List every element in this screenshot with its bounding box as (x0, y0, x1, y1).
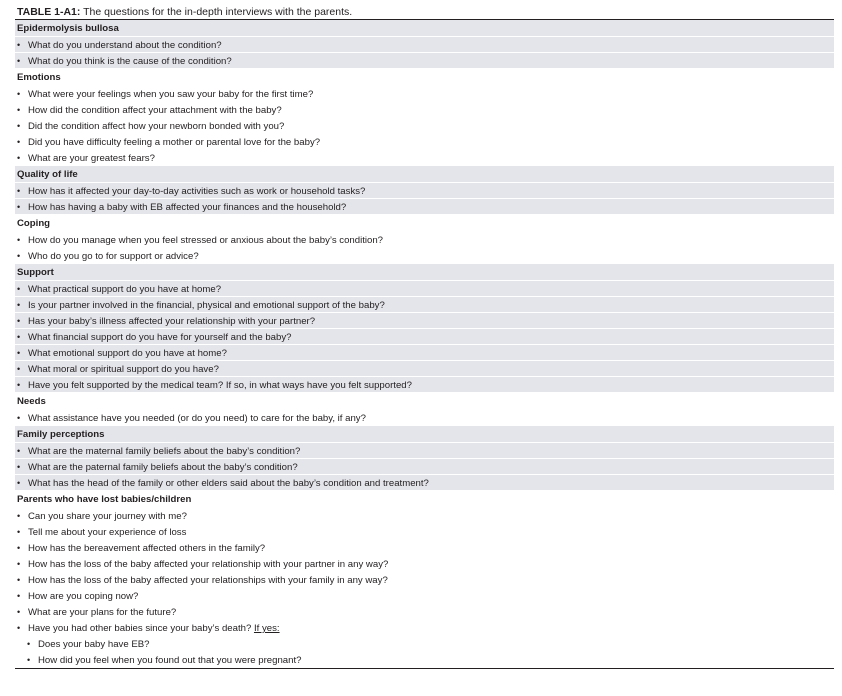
question-text: How did you feel when you found out that you were pregnant? (38, 655, 302, 666)
bullet-icon: • (17, 607, 21, 617)
question-text: What financial support do you have for yourself and the baby? (28, 332, 292, 343)
question-text: What assistance have you needed (or do you need) to care for the baby, if any? (28, 413, 366, 424)
question-text: What were your feelings when you saw your baby for the first time? (28, 89, 314, 100)
question-text: What practical support do you have at home? (28, 284, 222, 295)
question-text: Has your baby’s illness affected your relationship with your partner? (28, 316, 316, 327)
section-heading: Epidermolysis bullosa (15, 20, 834, 37)
question-item (15, 508, 834, 524)
question-item (15, 345, 834, 361)
bullet-icon: • (17, 202, 21, 212)
interview-questions-table (15, 5, 834, 669)
question-item (15, 232, 834, 248)
bullet-icon: • (17, 591, 21, 601)
question-text: Have you had other babies since your baby’s death? (28, 623, 254, 634)
question-text: Have you felt supported by the medical team? If so, in what ways have you felt supported? (28, 380, 412, 391)
table-section (15, 491, 834, 668)
table-section (15, 69, 834, 166)
question-subitem (15, 652, 834, 668)
table-caption-text: The questions for the in-depth interviews with the parents. (80, 6, 353, 18)
question-text: How has the bereavement affected others in the family? (28, 543, 266, 554)
question-text: How are you coping now? (28, 591, 139, 602)
question-item (15, 556, 834, 572)
question-text: What do you think is the cause of the condition? (28, 56, 232, 67)
bullet-icon: • (17, 559, 21, 569)
bullet-icon: • (17, 300, 21, 310)
question-item (15, 183, 834, 199)
question-text: How has having a baby with EB affected your finances and the household? (28, 202, 347, 213)
bullet-icon: • (17, 186, 21, 196)
question-item (15, 199, 834, 215)
table-bottom-rule (15, 668, 834, 669)
table-body (15, 20, 834, 668)
bullet-icon: • (17, 364, 21, 374)
question-item (15, 361, 834, 377)
bullet-icon: • (17, 40, 21, 50)
question-item (15, 410, 834, 426)
question-text: How has it affected your day-to-day activities such as work or household tasks? (28, 186, 366, 197)
bullet-icon: • (17, 380, 21, 390)
question-item (15, 134, 834, 150)
question-item (15, 313, 834, 329)
question-text: Did you have difficulty feeling a mother or parental love for the baby? (28, 137, 321, 148)
bullet-icon: • (17, 623, 21, 633)
table-section (15, 20, 834, 69)
question-text: How has the loss of the baby affected your relationships with your family in any way? (28, 575, 388, 586)
section-heading: Coping (15, 215, 834, 232)
question-text: What are your plans for the future? (28, 607, 177, 618)
question-text: How do you manage when you feel stressed or anxious about the baby’s condition? (28, 235, 384, 246)
table-caption (15, 5, 834, 19)
question-text: Did the condition affect how your newborn bonded with you? (28, 121, 285, 132)
table-section (15, 215, 834, 264)
question-item (15, 86, 834, 102)
bullet-icon: • (17, 575, 21, 585)
table-section (15, 166, 834, 215)
question-text: What are the paternal family beliefs about the baby’s condition? (28, 462, 298, 473)
question-item (15, 281, 834, 297)
bullet-icon: • (17, 527, 21, 537)
question-text: What do you understand about the condition? (28, 40, 222, 51)
bullet-icon: • (17, 511, 21, 521)
bullet-icon: • (27, 655, 31, 665)
question-text: Who do you go to for support or advice? (28, 251, 199, 262)
question-text: How did the condition affect your attachment with the baby? (28, 105, 282, 116)
question-text: What emotional support do you have at home? (28, 348, 227, 359)
question-item (15, 377, 834, 393)
question-item (15, 118, 834, 134)
bullet-icon: • (17, 348, 21, 358)
bullet-icon: • (17, 137, 21, 147)
section-heading: Family perceptions (15, 426, 834, 443)
question-text: Tell me about your experience of loss (28, 527, 187, 538)
question-item (15, 475, 834, 491)
question-subitem (15, 636, 834, 652)
bullet-icon: • (17, 462, 21, 472)
question-item (15, 297, 834, 313)
bullet-icon: • (17, 251, 21, 261)
bullet-icon: • (17, 332, 21, 342)
table-caption-label: TABLE 1-A1: (17, 6, 81, 18)
question-item (15, 150, 834, 166)
bullet-icon: • (17, 316, 21, 326)
question-text: How has the loss of the baby affected your relationship with your partner in any way? (28, 559, 389, 570)
section-heading: Parents who have lost babies/children (15, 491, 834, 508)
bullet-icon: • (17, 121, 21, 131)
question-text: What has the head of the family or other elders said about the baby’s condition and treatment? (28, 478, 429, 489)
question-text: What are the maternal family beliefs about the baby’s condition? (28, 446, 301, 457)
section-heading: Needs (15, 393, 834, 410)
bullet-icon: • (17, 153, 21, 163)
question-conditional-text: If yes: (253, 623, 280, 634)
bullet-icon: • (17, 89, 21, 99)
bullet-icon: • (17, 543, 21, 553)
question-text: What moral or spiritual support do you have? (28, 364, 219, 375)
question-item (15, 102, 834, 118)
table-section (15, 426, 834, 491)
question-item (15, 604, 834, 620)
bullet-icon: • (17, 284, 21, 294)
section-heading: Quality of life (15, 166, 834, 183)
section-heading: Emotions (15, 69, 834, 86)
question-item (15, 248, 834, 264)
question-text: Does your baby have EB? (38, 639, 150, 650)
question-item (15, 620, 834, 636)
bullet-icon: • (17, 235, 21, 245)
bullet-icon: • (27, 639, 31, 649)
bullet-icon: • (17, 413, 21, 423)
question-item (15, 443, 834, 459)
bullet-icon: • (17, 105, 21, 115)
bullet-icon: • (17, 478, 21, 488)
question-text: What are your greatest fears? (28, 153, 155, 164)
question-item (15, 572, 834, 588)
question-text: Is your partner involved in the financial, physical and emotional support of the baby? (28, 300, 385, 311)
question-item (15, 459, 834, 475)
table-section (15, 264, 834, 393)
section-heading: Support (15, 264, 834, 281)
question-item (15, 524, 834, 540)
question-text: Can you share your journey with me? (28, 511, 187, 522)
bullet-icon: • (17, 446, 21, 456)
table-section (15, 393, 834, 426)
question-item (15, 37, 834, 53)
question-item (15, 53, 834, 69)
bullet-icon: • (17, 56, 21, 66)
question-item (15, 588, 834, 604)
question-item (15, 329, 834, 345)
question-item (15, 540, 834, 556)
